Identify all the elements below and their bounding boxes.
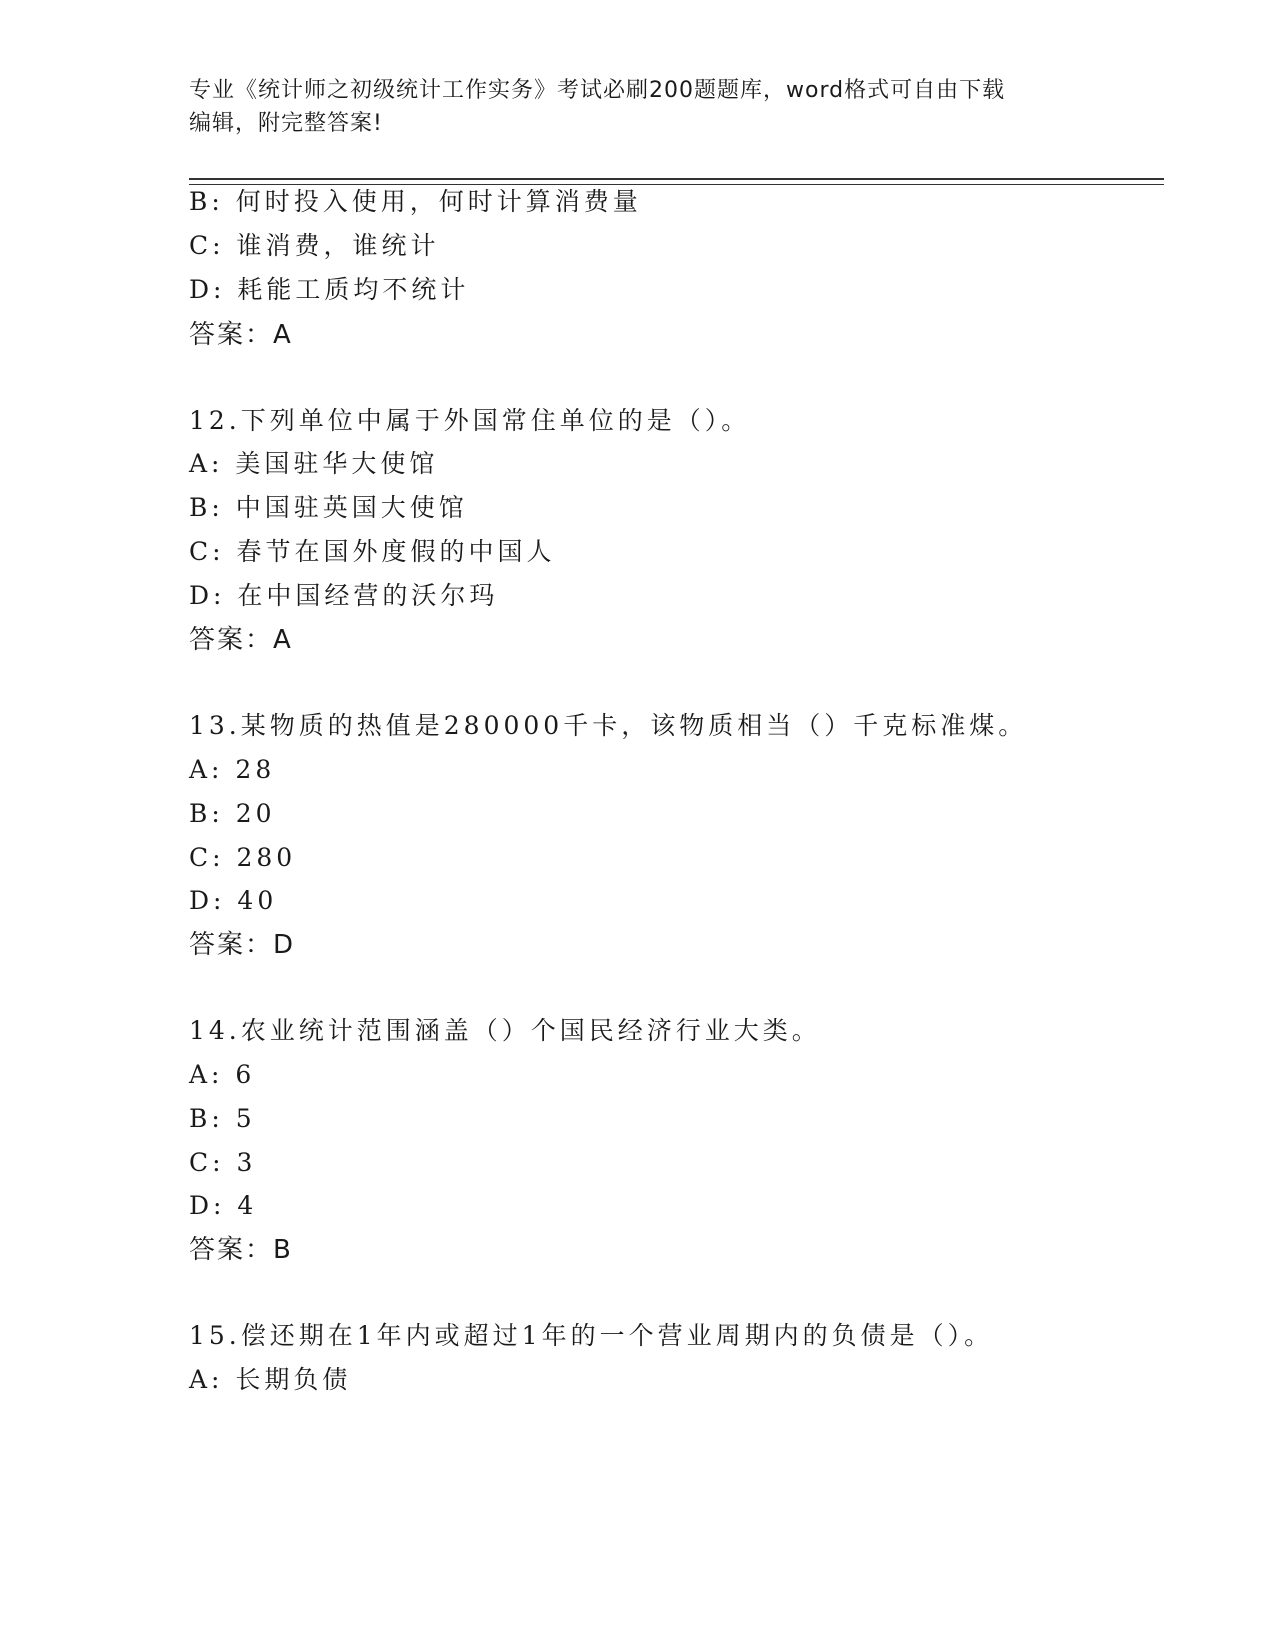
q12-option-c: C: 春节在国外度假的中国人	[189, 537, 556, 566]
q15-stem: 15.偿还期在1年内或超过1年的一个营业周期内的负债是（）。	[189, 1321, 994, 1350]
q13-option-a: A: 28	[189, 755, 276, 784]
q13-answer: 答案：D	[189, 930, 296, 960]
q11-answer: 答案：A	[189, 320, 293, 350]
q11-option-b: B: 何时投入使用，何时计算消费量	[189, 187, 642, 216]
document-header	[189, 74, 1089, 140]
q13-stem: 13.某物质的热值是280000千卡，该物质相当（）千克标准煤。	[189, 711, 1028, 740]
q14-answer: 答案：B	[189, 1235, 293, 1265]
q13-option-b: B: 20	[189, 799, 276, 828]
q13-option-c: C: 280	[189, 843, 297, 872]
q12-option-a: A: 美国驻华大使馆	[189, 449, 439, 478]
header-line-2: 编辑，附完整答案!	[189, 111, 383, 136]
q15-option-a: A: 长期负债	[189, 1365, 352, 1394]
q12-option-d: D: 在中国经营的沃尔玛	[189, 581, 499, 610]
q12-answer: 答案：A	[189, 625, 293, 655]
q14-stem: 14.农业统计范围涵盖（）个国民经济行业大类。	[189, 1016, 821, 1045]
q12-stem: 12.下列单位中属于外国常住单位的是（）。	[189, 406, 751, 435]
header-divider-thick	[189, 178, 1164, 180]
q11-option-c: C: 谁消费，谁统计	[189, 231, 440, 260]
header-line-1: 专业《统计师之初级统计工作实务》考试必刷200题题库，word格式可自由下载	[189, 78, 1006, 103]
q14-option-a: A: 6	[189, 1060, 256, 1089]
q14-option-c: C: 3	[189, 1148, 257, 1177]
q11-option-d: D: 耗能工质均不统计	[189, 275, 470, 304]
header-divider-thin	[189, 184, 1164, 185]
q12-option-b: B: 中国驻英国大使馆	[189, 493, 468, 522]
q13-option-d: D: 40	[189, 886, 278, 915]
q14-option-b: B: 5	[189, 1104, 256, 1133]
q14-option-d: D: 4	[189, 1191, 258, 1220]
